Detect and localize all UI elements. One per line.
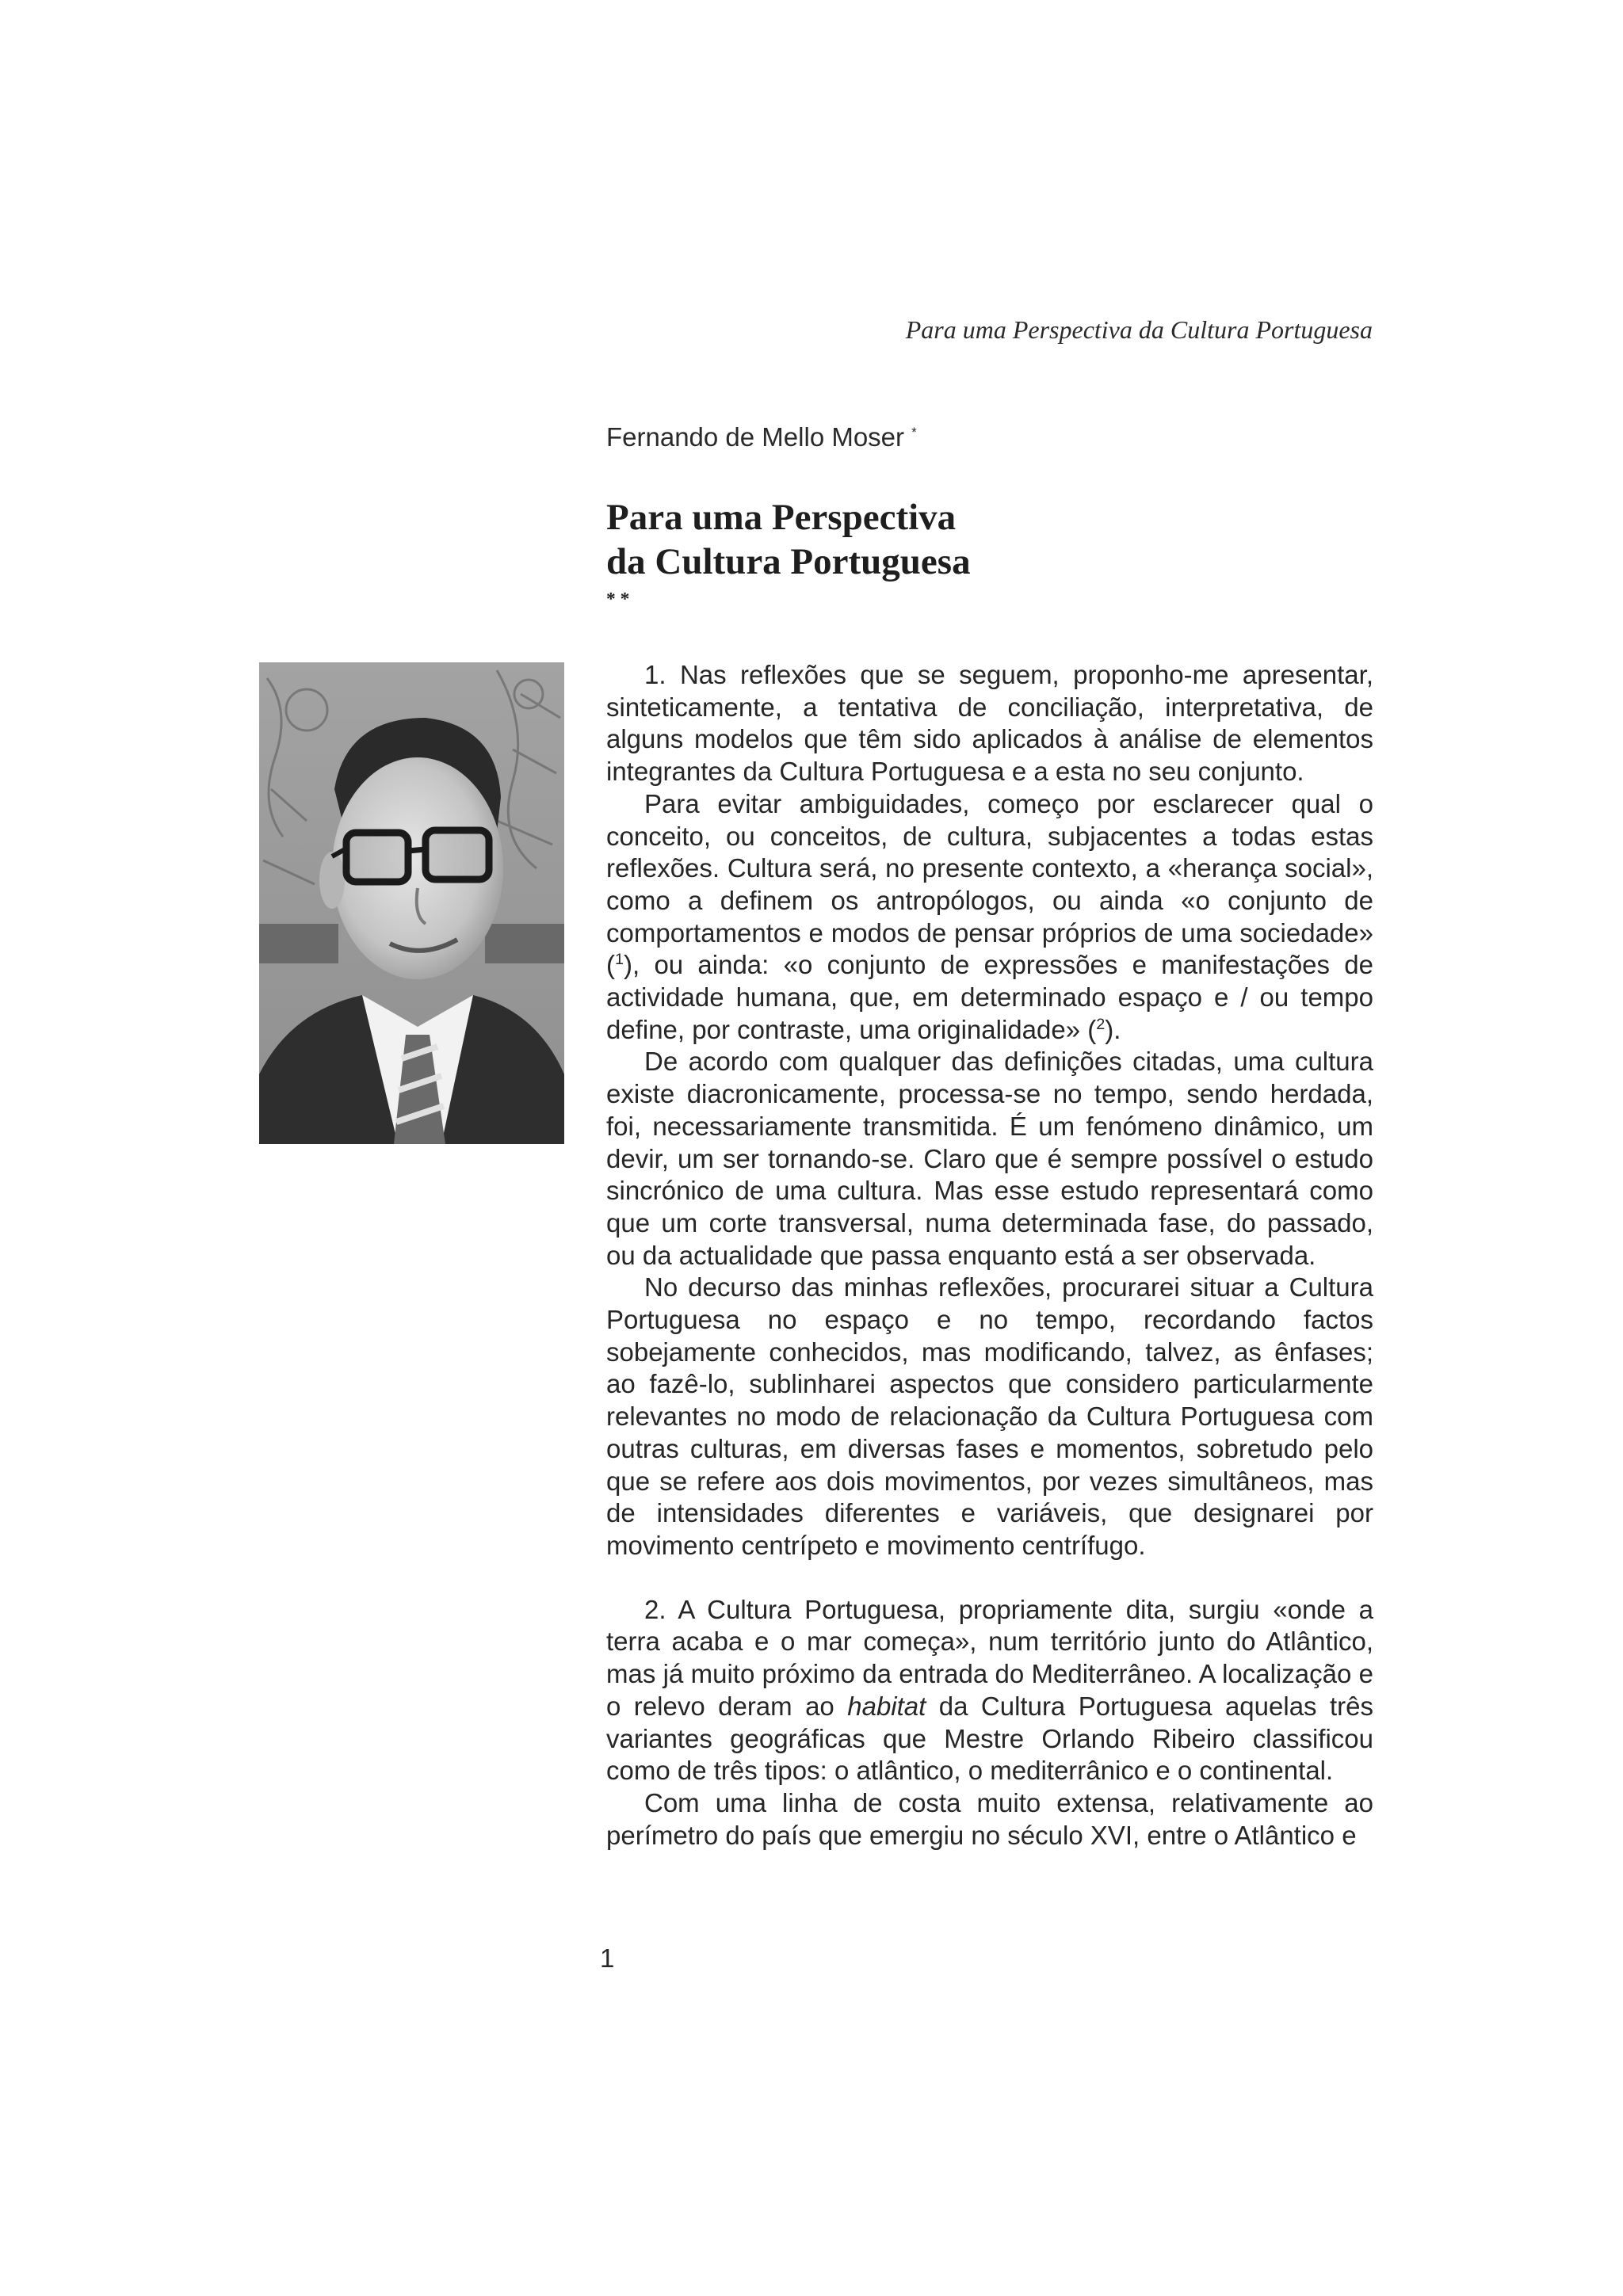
author-name	[606, 422, 917, 452]
paragraph-text: ), ou ainda: «o conjunto de expressões e manifestações de actividade humana, que, em determinado espaço e / ou tempo define, por contraste, uma originalidade» (	[606, 950, 1373, 1044]
paragraph-text: De acordo com qualquer das definições citadas, uma cultura existe diacronicamente, processa-se no tempo, sendo herdada, foi, necessariamente transmitida. É um fenómeno dinâmico, um devir, um ser tornando-se. Claro que é sempre possível o estudo sincrónico de uma cultura. Mas esse estudo representará como que um corte transversal, numa determinada fase, do passado, ou da actualidade que passa enquanto está a ser observada.	[606, 1047, 1373, 1270]
author-name-text: Fernando de Mello Moser	[606, 422, 905, 452]
paragraph	[606, 788, 1373, 1047]
article-body	[606, 659, 1373, 1852]
paragraph	[606, 1272, 1373, 1562]
footnote-reference: 1	[615, 951, 624, 969]
title-line-1: Para uma Perspectiva	[606, 497, 957, 538]
author-footnote-mark: *	[911, 425, 917, 440]
paragraph	[606, 1594, 1373, 1787]
paragraph-text: Para evitar ambiguidades, começo por esclarecer qual o conceito, ou conceitos, de cultura, subjacentes a todas estas reflexões. Cultura será, no presente contexto, a «herança social», como a definem os antropólogos, ou ainda «o conjunto de comportamentos e modos de pensar próprios de uma sociedade» (	[606, 788, 1373, 980]
paragraph	[606, 659, 1373, 788]
footnote-reference: 2	[1096, 1015, 1106, 1033]
title-footnote-mark: * *	[606, 589, 630, 610]
running-header: Para uma Perspectiva da Cultura Portuguesa	[905, 315, 1373, 344]
paragraph-text: ).	[1105, 1014, 1121, 1044]
paragraph-text: No decurso das minhas reflexões, procurarei situar a Cultura Portuguesa no espaço e no tempo, recordando factos sobejamente conhecidos, mas modificando, talvez, as ênfases; ao fazê-lo, sublinharei aspectos que considero particularmente relevantes no modo de relacionação da Cultura Portuguesa com outras culturas, em diversas fases e momentos, sobretudo pelo que se refere aos dois movimentos, por vezes simultâneos, mas de intensidades diferentes e variáveis, que designarei por movimento centrípeto e movimento centrífugo.	[606, 1272, 1373, 1560]
paragraph-text: da Cultura Portuguesa aquelas três variantes geográficas que Mestre Orlando Ribeiro classificou como de três tipos: o atlântico, o mediterrânico e o continental.	[606, 1691, 1373, 1786]
page-number: 1	[600, 1943, 615, 1973]
italic-term: habitat	[847, 1691, 926, 1721]
portrait-illustration	[259, 662, 564, 1144]
paragraph-text: 2. A Cultura Portuguesa, propriamente dita, surgiu «onde a terra acaba e o mar começa», num território junto do Atlântico, mas já muito próximo da entrada do Mediterrâneo. A localização e o relevo deram ao	[606, 1594, 1373, 1721]
article-title	[606, 495, 971, 628]
paragraph-text: 1. Nas reflexões que se seguem, proponho-me apresentar, sinteticamente, a tentativa de conciliação, interpretativa, de alguns modelos que têm sido aplicados à análise de elementos integrantes da Cultura Portuguesa e a esta no seu conjunto.	[606, 660, 1373, 787]
paragraph	[606, 1046, 1373, 1272]
paragraph-text: Com uma linha de costa muito extensa, relativamente ao perímetro do país que emergiu no século XVI, entre o Atlântico e	[606, 1787, 1373, 1850]
title-line-2	[606, 540, 971, 628]
title-line-2-text: da Cultura Portuguesa	[606, 541, 971, 582]
paragraph	[606, 1787, 1373, 1852]
author-portrait-photo	[259, 662, 564, 1144]
